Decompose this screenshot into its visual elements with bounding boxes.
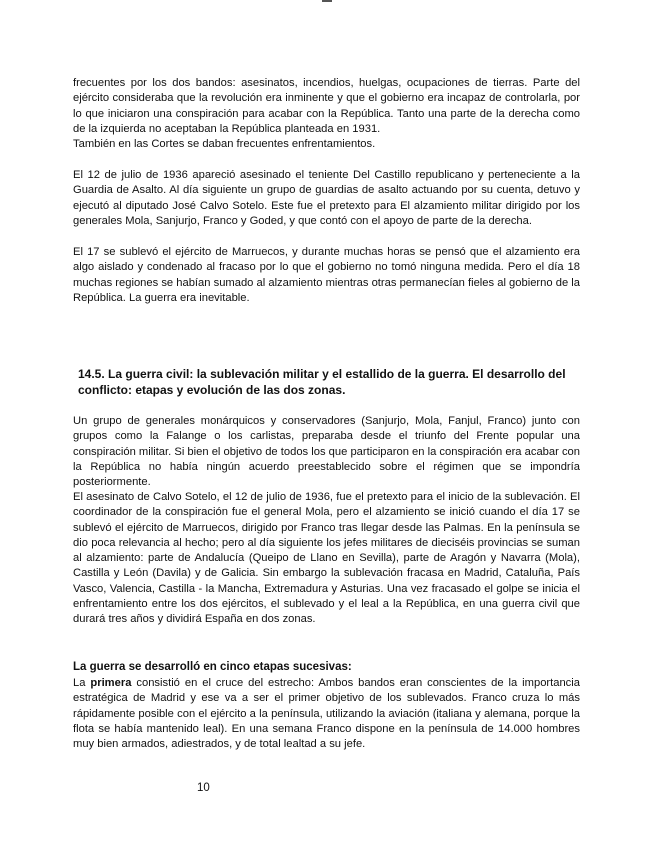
text-block-intro: [73, 76, 580, 152]
primera-bold: primera: [90, 677, 132, 689]
primera-prefix: La: [73, 677, 91, 689]
header-mark: [322, 0, 332, 2]
page-number: 10: [197, 782, 210, 794]
paragraph-frecuentes: frecuentes por los dos bandos: asesinatos, incendios, huelgas, ocupaciones de tierras. Parte del ejército consideraba que la revolución era inminente y que el gobierno era incapaz de controlarla, por lo que iniciaron una conspiración para acabar con la República. Tanto una parte de la derecha como de la izquierda no aceptaban la República planteada en 1931.: [73, 77, 580, 135]
text-block-asesinato: [73, 168, 580, 229]
text-block-calvo-sotelo: [73, 490, 580, 628]
paragraph-asesinato: El 12 de julio de 1936 apareció asesinado el teniente Del Castillo republicano y perteneciente a la Guardia de Asalto. Al día siguiente un grupo de guardias de asalto actuando por su cuenta, detuvo y ejecutó al diputado José Calvo Sotelo. Este fue el pretexto para El alzamiento militar dirigido por los generales Mola, Sanjurjo, Franco y Goded, y que contó con el apoyo de parte de la derecha.: [73, 169, 580, 227]
subheading-etapas: La guerra se desarrolló en cinco etapas sucesivas:: [73, 661, 352, 673]
section-heading: 14.5. La guerra civil: la sublevación militar y el estallido de la guerra. El desarrollo del conflicto: etapas y evolución de las dos zonas.: [78, 367, 566, 397]
paragraph-generales: Un grupo de generales monárquicos y conservadores (Sanjurjo, Mola, Fanjul, Franco) junto con grupos como la Falange o los carlistas, preparaba desde el triunfo del Frente popular una conspiración militar. Si bien el objetivo de todos los que participaron en la conspiración era acabar con la República no había ningún acuerdo preestablecido sobre el régimen que se impondría posteriormente.: [73, 415, 580, 489]
paragraph-cortes: También en las Cortes se daban frecuentes enfrentamientos.: [73, 138, 376, 151]
text-block-primera: [73, 676, 580, 752]
paragraph-calvo-sotelo: El asesinato de Calvo Sotelo, el 12 de julio de 1936, fue el pretexto para el inicio de la sublevación. El coordinador de la conspiración fue el general Mola, pero el alzamiento se inició cuando el día 17 se sublevó el ejército de Marruecos, dirigido por Franco tras llegar desde las Palmas. En la península se dio poca relevancia al hecho; pero al día siguiente los jefes militares de dieciséis provincias se suman al alzamiento: parte de Andalucía (Queipo de Llano en Sevilla), parte de Aragón y Navarra (Mola), Castilla y León (Davila) y de Galicia. Sin embargo la sublevación fracasa en Madrid, Cataluña, País Vasco, Valencia, Castilla - la Mancha, Extremadura y Asturias. Una vez fracasado el golpe se inicia el enfrentamiento entre los dos ejércitos, el sublevado y el leal a la República, en una guerra civil que durará tres años y dividirá España en dos zonas.: [73, 491, 580, 626]
text-block-generales: [73, 414, 580, 490]
paragraph-primera: [73, 676, 580, 752]
paragraph-marruecos: El 17 se sublevó el ejército de Marruecos, y durante muchas horas se pensó que el alzamiento era algo aislado y condenado al fracaso por lo que el gobierno no tomó ninguna medida. Pero el día 18 muchas regiones se habían sumado al alzamiento mientras otras permanecían fieles al gobierno de la República. La guerra era inevitable.: [73, 246, 580, 304]
primera-rest: consistió en el cruce del estrecho: Ambos bandos eran conscientes de la importancia estratégica de Madrid y ese va a ser el primer objetivo de los sublevados. Franco cruza lo más rápidamente posible con el ejército a la península, utilizando la aviación (italiana y alemana, porque la flota se había mantenido leal). En una semana Franco dispone en la península de 14.000 hombres muy bien armados, adiestrados, y de total lealtad a su jefe.: [73, 677, 580, 751]
text-block-marruecos: [73, 245, 580, 306]
